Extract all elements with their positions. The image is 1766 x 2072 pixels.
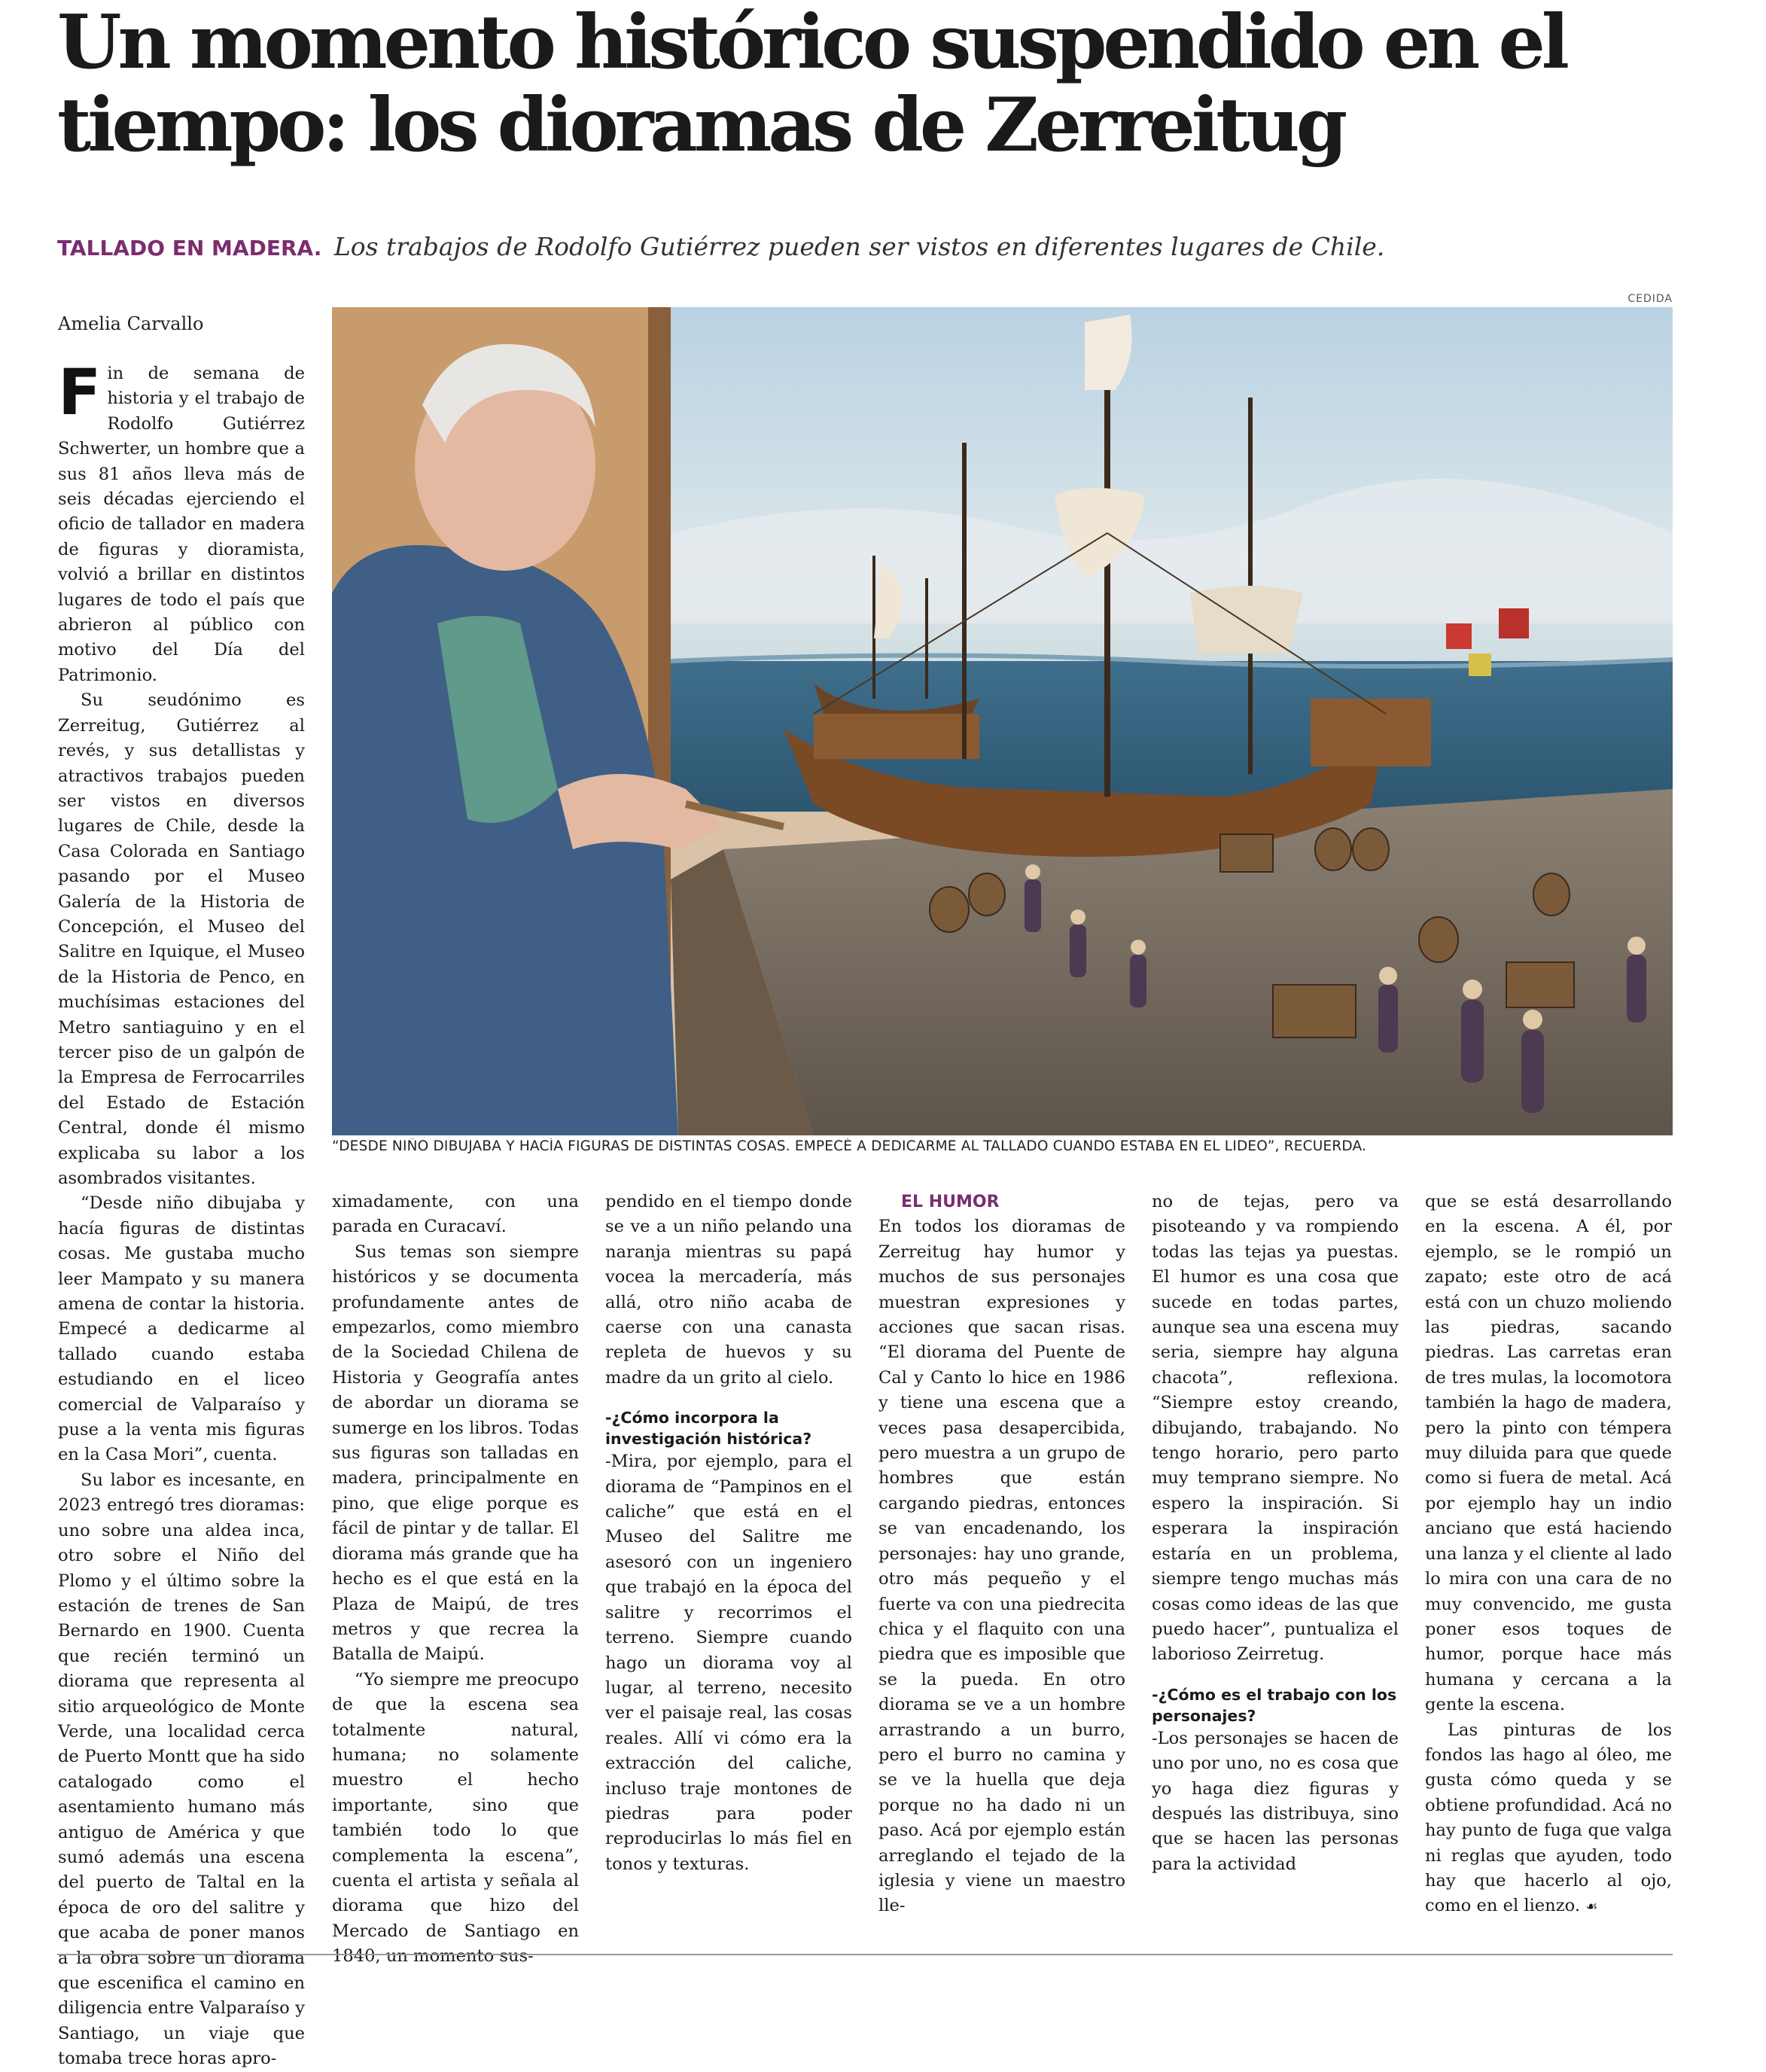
column-1 [58,355,305,2072]
paragraph-1 [58,355,305,688]
section-heading-humor: EL HUMOR [901,1193,1000,1211]
column-5 [1152,1190,1399,1877]
paragraph-5: ximadamente, con una parada en Curacaví. [332,1192,579,1237]
paragraph-12 [1425,1718,1672,1920]
column-6 [1425,1190,1672,1920]
paragraph-8: pendido en el tiempo donde se ve a un niño pelando una naranja mientras su papá vocea la mercadería, más allá, otro niño acaba de caerse con una canasta repleta de huevos y su madre da un grito al cielo. [605,1192,852,1388]
byline: Amelia Carvallo [58,313,204,334]
paragraph-9: En todos los dioramas de Zerreitug hay humor y muchos de sus personajes muestran expresiones y acciones que sacan risas. “El diorama del Puente de Cal y Canto lo hice en 1986 y tiene una escena que a veces pasa desapercibida, pero muestra a un grupo de hombres que están cargando piedras, entonces se van encadenando, los personajes: hay uno grande, otro más pequeño y el fuerte va con una piedrecita chica y el flaquito con una piedra que es imposible que se la pueda. En otro diorama se ve a un hombre arrastrando a un burro, pero el burro no camina y se ve la huella que deja porque no ha dado ni un paso. Acá por ejemplo están arreglando el tejado de la iglesia y viene un maestro lle- [878,1217,1125,1916]
column-2 [332,1190,579,1970]
column-4 [878,1190,1125,1919]
answer-2: -Los personajes se hacen de uno por uno, no es cosa que yo haga diez figuras y después las distribuya, sino que se hacen las personas para la actividad [1152,1728,1399,1874]
photo-caption: “DESDE NIÑO DIBUJABA Y HACÍA FIGURAS DE DISTINTAS COSAS. EMPECÉ A DEDICARME AL TALLADO CUANDO ESTABA EN EL LIDEO”, RECUERDA. [332,1138,1367,1154]
diorama-photo-illustration [332,307,1673,1135]
dek: Los trabajos de Rodolfo Gutiérrez pueden ser vistos en diferentes lugares de Chile. [333,232,1385,261]
photo-credit: CEDIDA [1627,293,1673,305]
drop-cap: F [58,355,102,429]
question-2: -¿Cómo es el trabajo con los personajes? [1152,1685,1397,1725]
subheadline [57,232,1676,261]
photo-diorama [332,307,1673,1135]
end-mark-icon: ☙ [1585,1899,1598,1915]
paragraph-12-text: Las pinturas de los fondos las hago al óleo, me gusta cómo queda y se obtiene profundidad. Acá no hay punto de fuga que valga ni reglas que ayuden, todo hay que hacerlo al ojo, como en el lienzo. [1425,1720,1672,1916]
bottom-rule [57,1954,1673,1955]
paragraph-4: Su labor es incesante, en 2023 entregó tres dioramas: uno sobre una aldea inca, otro sobre el Niño del Plomo y el último sobre la estación de trenes de San Bernardo en 1900. Cuenta que recién terminó un diorama que representa al sitio arqueológico de Monte Verde, una localidad cerca de Puerto Montt que ha sido catalogado como el asentamiento humano más antiguo de América y que sumó además una escena del puerto de Taltal en la época de oro del salitre y que acaba de poner manos a la obra sobre un diorama que escenifica el camino en diligencia entre Valparaíso y Santiago, un viaje que tomaba trece horas apro- [58,1470,305,2069]
column-3 [605,1190,852,1877]
paragraph-11: que se está desarrollando en la escena. A él, por ejemplo, se le rompió un zapato; este otro de acá está con un chuzo moliendo las piedras, sacando piedras. Las carretas eran de tres mulas, la locomotora también la hago de madera, pero la pinto con témpera muy diluida para que quede como si fuera de metal. Acá por ejemplo hay un indio anciano que está haciendo una lanza y el cliente al lado lo mira con una cara de no muy convencido, me gusta poner esos toques de humor, porque hace más humana y cercana a la gente la escena. [1425,1192,1672,1715]
paragraph-7: “Yo siempre me preocupo de que la escena sea totalmente natural, humana; no solamente muestro el hecho importante, sino que también todo lo que complementa la escena”, cuenta el artista y señala al diorama que hizo del Mercado de Santiago en 1840, un momento sus- [332,1669,579,1967]
paragraph-3: “Desde niño dibujaba y hacía figuras de distintas cosas. Me gustaba mucho leer Mampato y su manera amena de contar la historia. Empecé a dedicarme al tallado cuando estaba estudiando en el liceo comercial de Valparaíso y puse a la venta mis figuras en la Casa Mori”, cuenta. [58,1193,305,1465]
question-1: -¿Cómo incorpora la investigación histórica? [605,1409,812,1449]
paragraph-6: Sus temas son siempre históricos y se documenta profundamente antes de empezarlos, como miembro de la Sociedad Chilena de Historia y Geografía antes de abordar un diorama se sumerge en los libros. Todas sus figuras son talladas en madera, principalmente en pino, que elige porque es fácil de pintar y de tallar. El diorama más grande que ha hecho es el que está en la Plaza de Maipú, de tres metros y que recrea la Batalla de Maipú. [332,1242,579,1665]
kicker: TALLADO EN MADERA. [57,236,322,261]
paragraph-2: Su seudónimo es Zerreitug, Gutiérrez al revés, y sus detallistas y atractivos trabajos pueden ser vistos en diversos lugares de Chile, desde la Casa Colorada en Santiago pasando por el Museo Galería de la Historia de Concepción, el Museo del Salitre en Iquique, el Museo de la Historia de Penco, en muchísimas estaciones del Metro santiaguino y en el tercer piso de un galpón de la Empresa de Ferrocarriles del Estado de Estación Central, donde él mismo explicaba su labor a los asombrados visitantes. [58,690,305,1188]
paragraph-10: no de tejas, pero va pisoteando y va rompiendo todas las tejas ya puestas. El humor es una cosa que sucede en todas partes, aunque sea una escena muy seria, siempre hay alguna chacota”, reflexiona. “Siempre estoy creando, dibujando, trabajando. No tengo horario, pero parto muy temprano siempre. No espero la inspiración. Si esperara la inspiración estaría en un problema, siempre tengo muchas más cosas como ideas de las que puedo hacer”, puntualiza el laborioso Zeirretug. [1152,1192,1399,1665]
answer-1: -Mira, por ejemplo, para el diorama de “Pampinos en el caliche” que está en el Museo del Salitre me asesoró con un ingeniero que trabajó en la época del salitre y recorrimos el terreno. Siempre cuando hago un diorama voy al lugar, al terreno, necesito ver el paisaje real, las cosas reales. Allí vi cómo era la extracción del caliche, incluso traje montones de piedras para poder reproducirlas lo más fiel en tonos y texturas. [605,1452,852,1874]
headline: Un momento histórico suspendido en el tiempo: los dioramas de Zerreitug [57,0,1567,169]
paragraph-1-text: in de semana de historia y el trabajo de Rodolfo Gutiérrez Schwerter, un hombre que a sus 81 años lleva más de seis décadas ejerciendo el oficio de tallador en madera de figuras y dioramista, volvió a brillar en distintos lugares de todo el país que abrieron al público con motivo del Día del Patrimonio. [58,364,305,685]
